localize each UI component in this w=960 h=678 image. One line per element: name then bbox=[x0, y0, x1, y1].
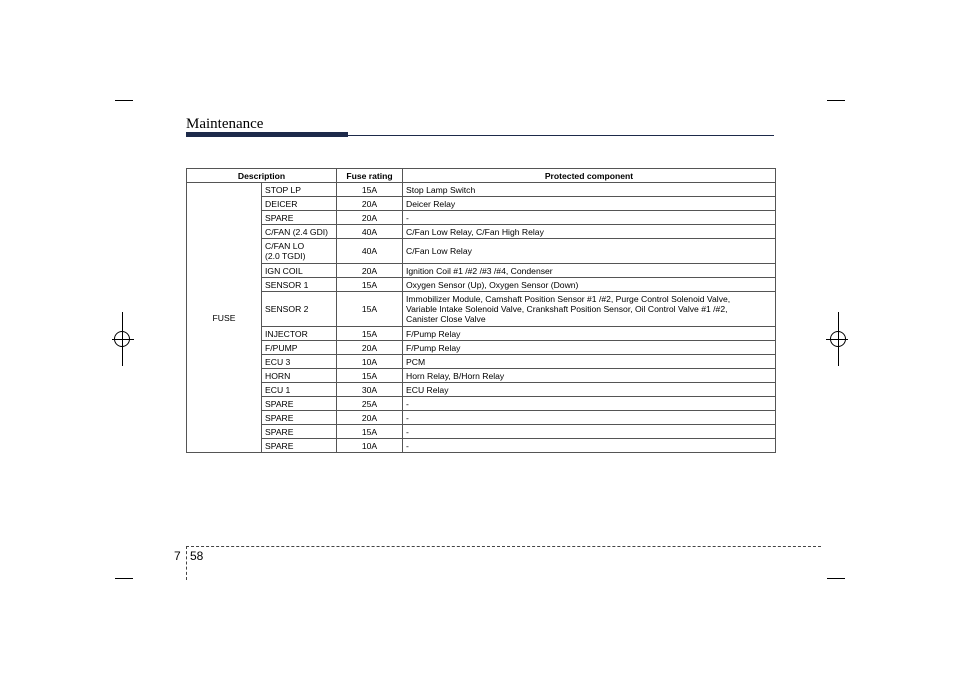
table-row bbox=[187, 425, 776, 439]
fuse-description-cell: STOP LP bbox=[262, 183, 337, 197]
fuse-description-cell: SENSOR 2 bbox=[262, 292, 337, 327]
chapter-number: 7 bbox=[174, 549, 181, 563]
fuse-rating-cell: 15A bbox=[337, 327, 403, 341]
fuse-rating-cell: 10A bbox=[337, 355, 403, 369]
fuse-rating-cell: 25A bbox=[337, 397, 403, 411]
fuse-description-cell: F/PUMP bbox=[262, 341, 337, 355]
fuse-description-cell: IGN COIL bbox=[262, 264, 337, 278]
fuse-description-cell: C/FAN (2.4 GDI) bbox=[262, 225, 337, 239]
fuse-rating-cell: 20A bbox=[337, 264, 403, 278]
registration-mark-circle bbox=[114, 331, 130, 347]
protected-component-cell: - bbox=[403, 411, 776, 425]
protected-component-cell: Stop Lamp Switch bbox=[403, 183, 776, 197]
table-row bbox=[187, 239, 776, 264]
fuse-rating-cell: 20A bbox=[337, 211, 403, 225]
table-row bbox=[187, 439, 776, 453]
protected-component-cell: Immobilizer Module, Camshaft Position Sensor #1 /#2, Purge Control Solenoid Valve, Variable Intake Solenoid Valve, Crankshaft Position Sensor, Oil Control Valve #1 /#2, Canister Close Valve bbox=[403, 292, 776, 327]
column-header-description: Description bbox=[187, 169, 337, 183]
crop-mark bbox=[827, 578, 845, 579]
crop-mark bbox=[827, 100, 845, 101]
fuse-rating-cell: 20A bbox=[337, 197, 403, 211]
table-row bbox=[187, 327, 776, 341]
table-row bbox=[187, 383, 776, 397]
fuse-rating-cell: 20A bbox=[337, 341, 403, 355]
page-number: 58 bbox=[190, 549, 204, 563]
protected-component-cell: F/Pump Relay bbox=[403, 341, 776, 355]
table-row bbox=[187, 341, 776, 355]
table-row bbox=[187, 183, 776, 197]
protected-component-cell: F/Pump Relay bbox=[403, 327, 776, 341]
registration-mark-circle bbox=[830, 331, 846, 347]
table-row bbox=[187, 397, 776, 411]
fuse-description-cell: SPARE bbox=[262, 411, 337, 425]
fuse-description-cell: INJECTOR bbox=[262, 327, 337, 341]
fuse-rating-cell: 10A bbox=[337, 439, 403, 453]
table-row bbox=[187, 292, 776, 327]
protected-component-cell: - bbox=[403, 397, 776, 411]
table-body bbox=[187, 183, 776, 453]
fuse-table bbox=[186, 168, 776, 453]
fuse-description-cell: SPARE bbox=[262, 439, 337, 453]
table-row bbox=[187, 278, 776, 292]
fuse-group-label: FUSE bbox=[187, 183, 262, 453]
fuse-rating-cell: 15A bbox=[337, 369, 403, 383]
protected-component-cell: C/Fan Low Relay, C/Fan High Relay bbox=[403, 225, 776, 239]
table-row bbox=[187, 264, 776, 278]
fuse-description-cell: DEICER bbox=[262, 197, 337, 211]
fuse-description-cell: SPARE bbox=[262, 425, 337, 439]
protected-component-cell: Oxygen Sensor (Up), Oxygen Sensor (Down) bbox=[403, 278, 776, 292]
table-row bbox=[187, 211, 776, 225]
table-row bbox=[187, 197, 776, 211]
protected-component-cell: - bbox=[403, 425, 776, 439]
crop-mark bbox=[115, 100, 133, 101]
fuse-rating-cell: 40A bbox=[337, 239, 403, 264]
protected-component-cell: PCM bbox=[403, 355, 776, 369]
fuse-description-cell: SPARE bbox=[262, 211, 337, 225]
fuse-description-cell: ECU 3 bbox=[262, 355, 337, 369]
footer-divider bbox=[186, 546, 187, 580]
protected-component-cell: Ignition Coil #1 /#2 /#3 /#4, Condenser bbox=[403, 264, 776, 278]
column-header-fuse-rating: Fuse rating bbox=[337, 169, 403, 183]
protected-component-cell: - bbox=[403, 211, 776, 225]
fuse-rating-cell: 15A bbox=[337, 425, 403, 439]
protected-component-cell: C/Fan Low Relay bbox=[403, 239, 776, 264]
protected-component-cell: Deicer Relay bbox=[403, 197, 776, 211]
protected-component-cell: Horn Relay, B/Horn Relay bbox=[403, 369, 776, 383]
table-row bbox=[187, 411, 776, 425]
title-rule bbox=[348, 135, 774, 136]
section-title: Maintenance bbox=[186, 116, 264, 132]
fuse-description-cell: SENSOR 1 bbox=[262, 278, 337, 292]
column-header-protected-component: Protected component bbox=[403, 169, 776, 183]
fuse-description-cell: HORN bbox=[262, 369, 337, 383]
table-row bbox=[187, 369, 776, 383]
footer-rule bbox=[186, 546, 821, 547]
fuse-rating-cell: 15A bbox=[337, 183, 403, 197]
fuse-description-cell: SPARE bbox=[262, 397, 337, 411]
fuse-description-cell: C/FAN LO (2.0 TGDI) bbox=[262, 239, 337, 264]
crop-mark bbox=[115, 578, 133, 579]
protected-component-cell: - bbox=[403, 439, 776, 453]
table-row bbox=[187, 355, 776, 369]
table-row bbox=[187, 225, 776, 239]
title-accent-bar bbox=[186, 132, 348, 137]
fuse-rating-cell: 15A bbox=[337, 292, 403, 327]
table-header-row bbox=[187, 169, 776, 183]
fuse-description-cell: ECU 1 bbox=[262, 383, 337, 397]
protected-component-cell: ECU Relay bbox=[403, 383, 776, 397]
fuse-rating-cell: 15A bbox=[337, 278, 403, 292]
fuse-rating-cell: 20A bbox=[337, 411, 403, 425]
fuse-rating-cell: 30A bbox=[337, 383, 403, 397]
fuse-rating-cell: 40A bbox=[337, 225, 403, 239]
